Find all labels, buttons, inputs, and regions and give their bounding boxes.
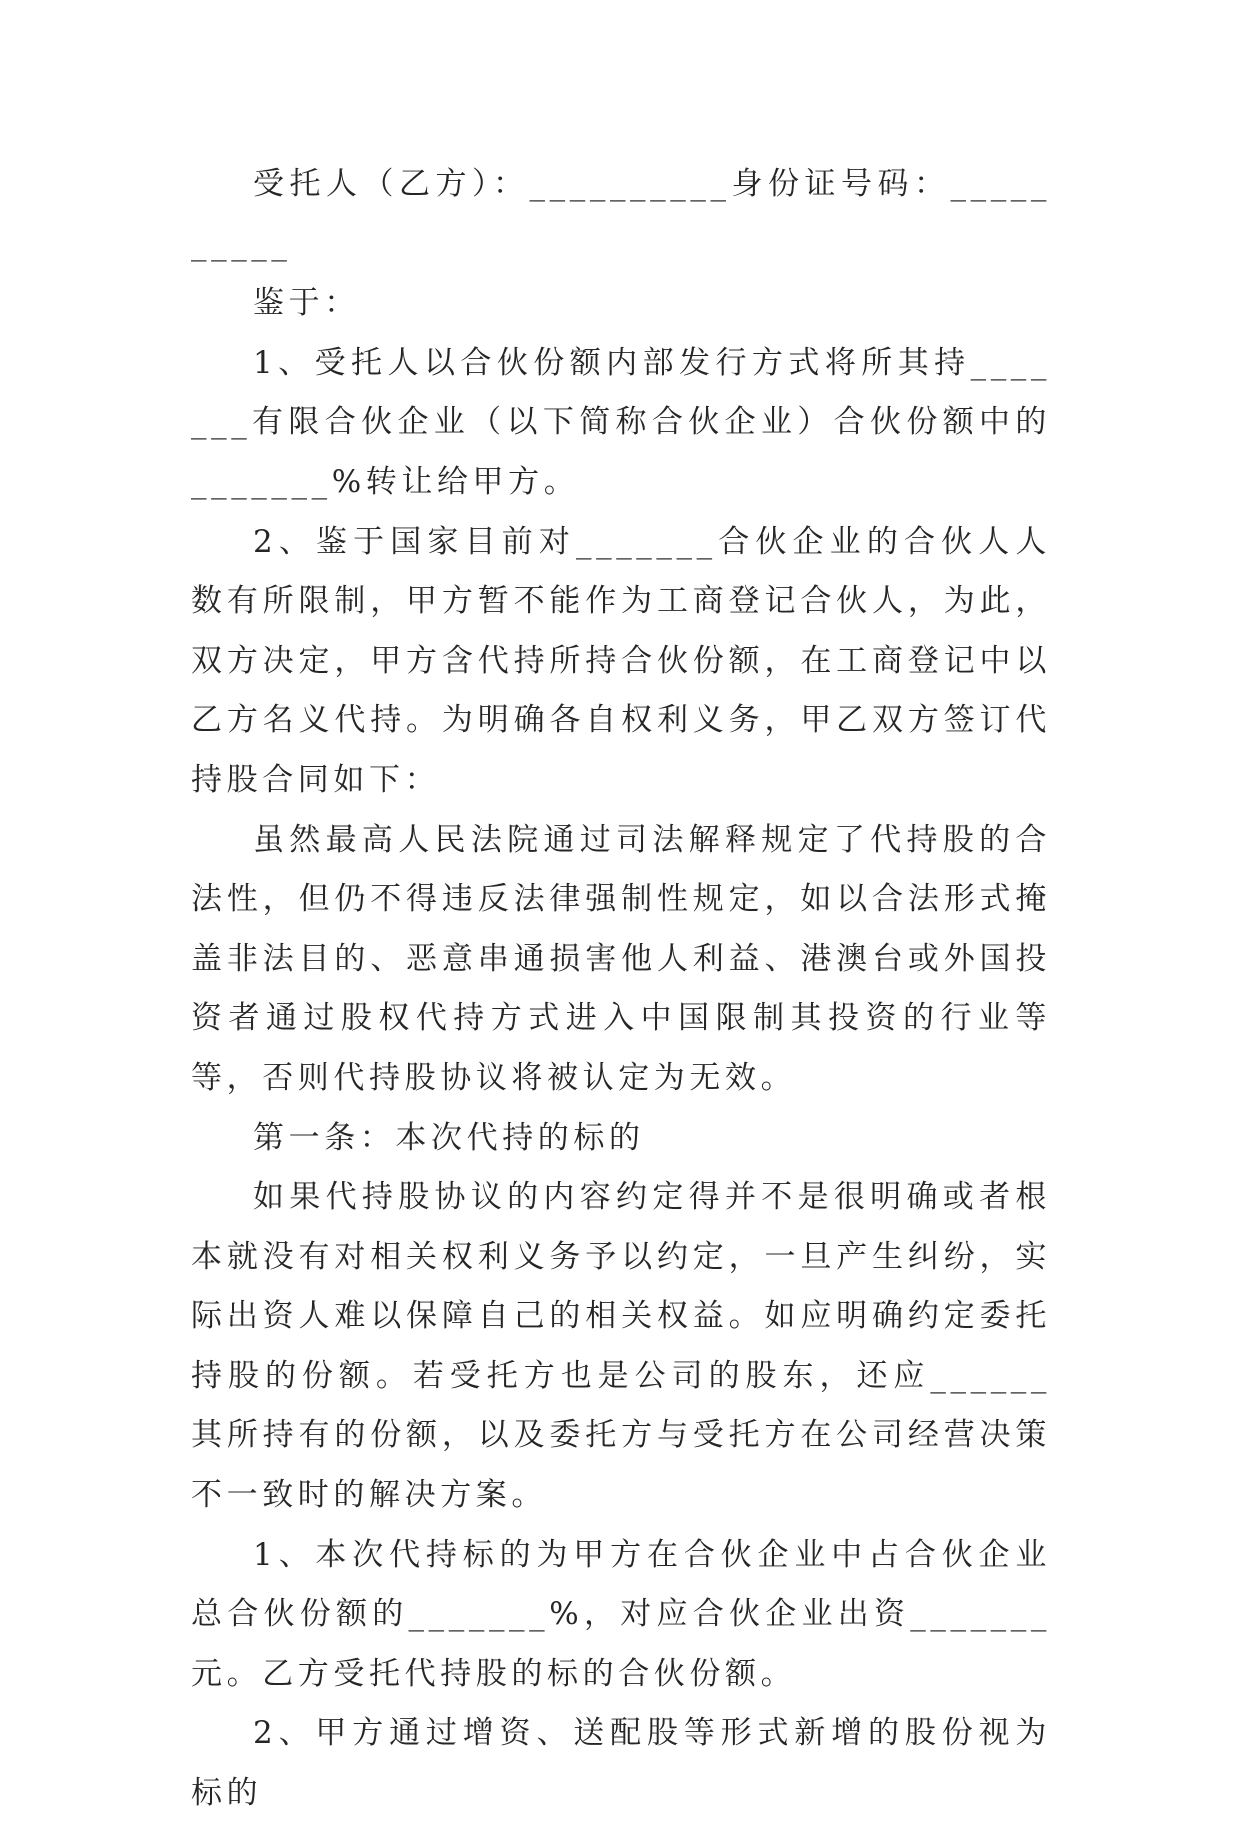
article-1-clause-1: 1、本次代持标的为甲方在合伙企业中占合伙企业总合伙份额的_______%，对应合伙企业出资_______元。乙方受托代持股的标的合伙份额。 [191,1536,1051,1692]
trustee-id-line: 受托人（乙方）：__________身份证号码：__________ [191,166,1051,262]
article-1-clause-2: 2、甲方通过增资、送配股等形式新增的股份视为标的 [191,1715,1051,1812]
article-1-commentary: 如果代持股协议的内容约定得并不是很明确或者根本就没有对相关权利义务予以约定，一旦产生纠纷，实际出资人难以保障自己的相关权益。如应明确约定委托持股的份额。若受托方也是公司的股东，还应______其所持有的份额，以及委托方与受托方在公司经营决策不一致时的解决方案。 [191,1179,1051,1514]
article-1-heading: 第一条：本次代持的标的 [253,1119,645,1156]
recital-2: 2、鉴于国家目前对_______合伙企业的合伙人人数有所限制，甲方暂不能作为工商登记合伙人，为此，双方决定，甲方含代持所持合伙份额，在工商登记中以乙方名义代持。为明确各自权利义务，甲乙双方签订代持股合同如下： [191,523,1051,798]
recital-1: 1、受托人以合伙份额内部发行方式将所其持_______有限合伙企业（以下简称合伙企业）合伙份额中的_______%转让给甲方。 [191,344,1051,500]
document-body [191,155,1051,1824]
whereas-heading: 鉴于： [253,285,360,322]
legal-note-paragraph: 虽然最高人民法院通过司法解释规定了代持股的合法性，但仍不得违反法律强制性规定，如以合法形式掩盖非法目的、恶意串通损害他人利益、港澳台或外国投资者通过股权代持方式进入中国限制其投资的行业等等，否则代持股协议将被认定为无效。 [191,821,1051,1096]
